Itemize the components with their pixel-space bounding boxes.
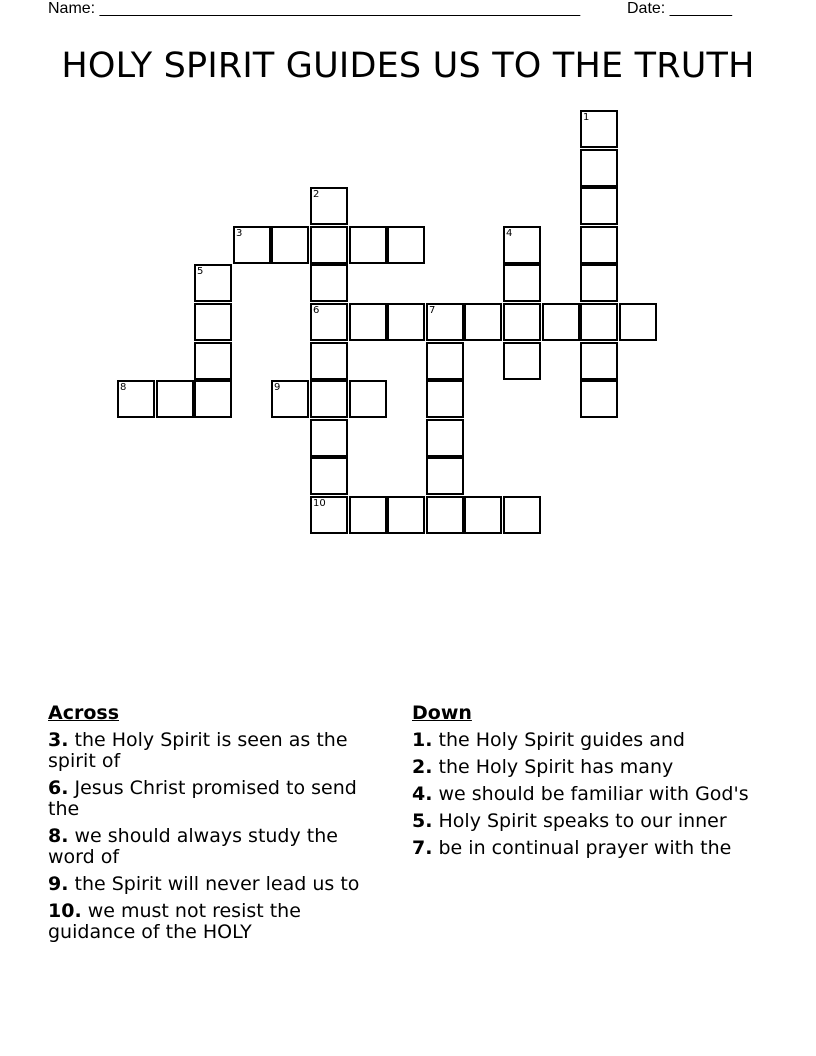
grid-cell[interactable] xyxy=(503,303,541,341)
grid-cell[interactable] xyxy=(426,380,464,418)
clue-number: 6. xyxy=(48,777,69,799)
grid-cell[interactable] xyxy=(194,303,232,341)
page-title: HOLY SPIRIT GUIDES US TO THE TRUTH xyxy=(61,46,755,86)
across-clue xyxy=(48,826,388,868)
down-clue xyxy=(412,784,762,805)
clue-text: we must not resist the guidance of the HOLY xyxy=(48,900,301,943)
grid-cell[interactable] xyxy=(580,342,618,380)
down-clue xyxy=(412,838,762,859)
grid-cell[interactable] xyxy=(542,303,580,341)
grid-cell[interactable] xyxy=(426,303,464,341)
grid-cell[interactable] xyxy=(387,226,425,264)
across-heading: Across xyxy=(48,702,120,724)
grid-cell[interactable] xyxy=(580,110,618,148)
down-heading: Down xyxy=(412,702,472,724)
date-line[interactable]: Date: _______ xyxy=(627,0,732,17)
clue-number-label: 3 xyxy=(236,228,243,239)
grid-cell[interactable] xyxy=(503,264,541,302)
clue-text: the Holy Spirit guides and xyxy=(438,729,685,751)
grid-cell[interactable] xyxy=(426,496,464,534)
grid-cell[interactable] xyxy=(310,496,348,534)
grid-cell[interactable] xyxy=(233,226,271,264)
clue-text: Jesus Christ promised to send the xyxy=(48,777,357,820)
grid-cell[interactable] xyxy=(194,380,232,418)
clue-number-label: 7 xyxy=(429,305,436,316)
grid-cell[interactable] xyxy=(426,342,464,380)
grid-cell[interactable] xyxy=(310,187,348,225)
grid-cell[interactable] xyxy=(464,496,502,534)
grid-cell[interactable] xyxy=(271,226,309,264)
across-clue xyxy=(48,874,388,895)
grid-cell[interactable] xyxy=(310,303,348,341)
grid-cell[interactable] xyxy=(464,303,502,341)
clue-text: be in continual prayer with the xyxy=(438,837,732,859)
clue-number: 4. xyxy=(412,783,433,805)
clue-number: 3. xyxy=(48,729,69,751)
clue-number: 5. xyxy=(412,810,433,832)
grid-cell[interactable] xyxy=(194,342,232,380)
clue-number-label: 6 xyxy=(313,305,320,316)
grid-cell[interactable] xyxy=(310,380,348,418)
clue-text: we should be familiar with God's xyxy=(438,783,749,805)
across-clue xyxy=(48,901,388,943)
clue-number: 7. xyxy=(412,837,433,859)
clue-number-label: 5 xyxy=(197,266,204,277)
grid-cell[interactable] xyxy=(580,226,618,264)
clue-number-label: 8 xyxy=(120,382,127,393)
clue-text: we should always study the word of xyxy=(48,825,338,868)
grid-cell[interactable] xyxy=(580,303,618,341)
across-clue xyxy=(48,730,388,772)
clue-text: the Holy Spirit has many xyxy=(438,756,674,778)
clue-number-label: 4 xyxy=(506,228,513,239)
grid-cell[interactable] xyxy=(426,419,464,457)
down-clues xyxy=(412,702,762,865)
grid-cell[interactable] xyxy=(580,149,618,187)
clue-number: 1. xyxy=(412,729,433,751)
clue-number-label: 2 xyxy=(313,189,320,200)
grid-cell[interactable] xyxy=(156,380,194,418)
grid-cell[interactable] xyxy=(194,264,232,302)
grid-cell[interactable] xyxy=(580,380,618,418)
grid-cell[interactable] xyxy=(503,496,541,534)
clue-number: 2. xyxy=(412,756,433,778)
across-clues xyxy=(48,702,388,949)
grid-cell[interactable] xyxy=(387,303,425,341)
grid-cell[interactable] xyxy=(580,187,618,225)
grid-cell[interactable] xyxy=(310,342,348,380)
clue-text: Holy Spirit speaks to our inner xyxy=(438,810,727,832)
clue-text: the Spirit will never lead us to xyxy=(74,873,360,895)
grid-cell[interactable] xyxy=(580,264,618,302)
down-clue xyxy=(412,811,762,832)
clue-number: 9. xyxy=(48,873,69,895)
grid-cell[interactable] xyxy=(349,496,387,534)
grid-cell[interactable] xyxy=(349,226,387,264)
grid-cell[interactable] xyxy=(619,303,657,341)
grid-cell[interactable] xyxy=(503,226,541,264)
clue-text: the Holy Spirit is seen as the spirit of xyxy=(48,729,348,772)
down-clue xyxy=(412,757,762,778)
grid-cell[interactable] xyxy=(426,457,464,495)
grid-cell[interactable] xyxy=(117,380,155,418)
grid-cell[interactable] xyxy=(271,380,309,418)
name-line[interactable]: Name: ______________________________________________________ xyxy=(48,0,581,17)
clue-number: 8. xyxy=(48,825,69,847)
clue-number-label: 9 xyxy=(274,382,281,393)
grid-cell[interactable] xyxy=(387,496,425,534)
grid-cell[interactable] xyxy=(310,457,348,495)
grid-cell[interactable] xyxy=(310,419,348,457)
grid-cell[interactable] xyxy=(310,226,348,264)
down-clue xyxy=(412,730,762,751)
grid-cell[interactable] xyxy=(310,264,348,302)
grid-cell[interactable] xyxy=(503,342,541,380)
clue-number: 10. xyxy=(48,900,82,922)
clue-number-label: 10 xyxy=(313,498,326,509)
clue-number-label: 1 xyxy=(583,112,590,123)
grid-cell[interactable] xyxy=(349,380,387,418)
grid-cell[interactable] xyxy=(349,303,387,341)
across-clue xyxy=(48,778,388,820)
